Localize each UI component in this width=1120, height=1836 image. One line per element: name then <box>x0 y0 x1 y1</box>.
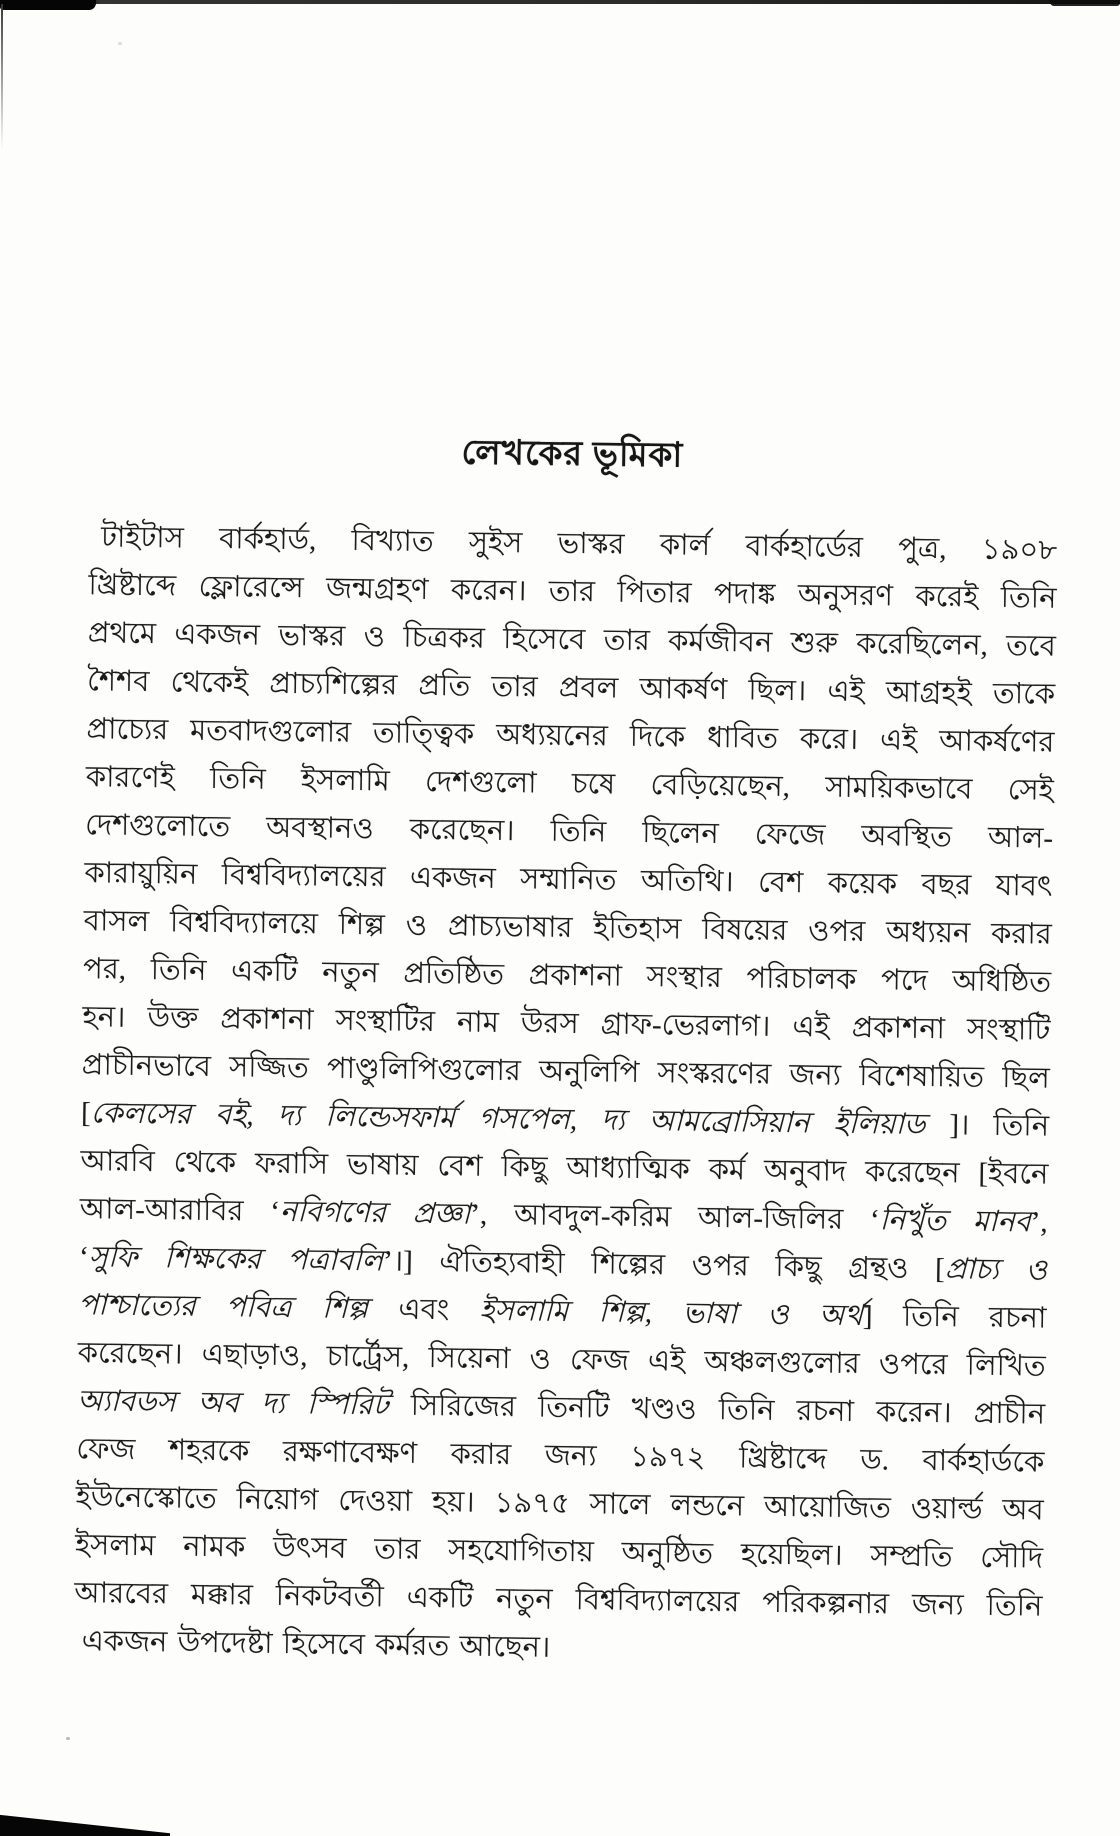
body-text-segment: শৈশব থেকেই প্রাচ্যশিল্পের প্রতি তার প্রবল আকর্ষণ ছিল। এই আগ্রহই তাকে <box>86 665 1056 711</box>
body-text-segment: কারায়ুয়িন বিশ্ববিদ্যালয়ের একজন সম্মানিত অতিথি। বেশ কয়েক বছর যাবৎ <box>84 857 1053 903</box>
body-text-segment: আল-আরাবির ‘ <box>79 1193 281 1228</box>
body-text-segment: ফেজ শহরকে রক্ষণাবেক্ষণ করার জন্য ১৯৭২ খ্রিষ্টাব্দে ড. বার্কহার্ডকে <box>76 1433 1045 1479</box>
book-title-text: অ্যাবডস অব দ্য স্পিরিট <box>76 1385 389 1422</box>
body-text-segment: পর, তিনি একটি নতুন প্রতিষ্ঠিত প্রকাশনা সংস্থার পরিচালক পদে অধিষ্ঠিত <box>82 953 1052 999</box>
book-title-text: নিখুঁত মানব <box>879 1204 1031 1239</box>
body-text-segment: কারণেই তিনি ইসলামি দেশগুলো চষে বেড়িয়েছেন, সাময়িকভাবে সেই <box>85 761 1054 807</box>
book-title-text: কেলসের বই, দ্য লিন্ডেসফার্ম গসপেল, দ্য আমব্রোসিয়ান ইলিয়াড <box>90 1097 926 1141</box>
body-text-segment: প্রাচ্যের মতবাদগুলোর তাত্ত্বিক অধ্যয়নের দিকে ধাবিত করে। এই আকর্ষণের <box>86 713 1055 759</box>
body-text-segment: করেছেন। এছাড়াও, চার্ট্রেস, সিয়েনা ও ফেজ এই অঞ্চলগুলোর ওপরে লিখিত <box>77 1337 1046 1383</box>
body-text-segment: ] তিনি রচনা <box>862 1300 1047 1335</box>
body-text-segment: এবং <box>367 1293 480 1327</box>
body-text-segment: আরবি থেকে ফরাসি ভাষায় বেশ কিছু আধ্যাত্মিক কর্ম অনুবাদ করেছেন [ইবনে <box>80 1145 1049 1191</box>
body-text-segment: প্রাচীনভাবে সজ্জিত পাণ্ডুলিপিগুলোর অনুলিপি সংস্করণের জন্য বিশেষায়িত ছিল <box>81 1049 1050 1095</box>
book-title-text: প্রাচ্য ও <box>944 1253 1048 1287</box>
book-title-text: নবিগণের প্রজ্ঞা <box>279 1195 471 1231</box>
body-text-segment: ইউনেস্কোতে নিয়োগ দেওয়া হয়। ১৯৭৫ সালে লন্ডনে আয়োজিত ওয়ার্ল্ড অব <box>75 1481 1044 1527</box>
body-text-segment: ]। তিনি <box>925 1108 1050 1143</box>
book-title-text: পাশ্চাত্যের পবিত্র শিল্প <box>78 1289 369 1326</box>
body-text-segment: [ <box>80 1097 92 1130</box>
body-text-segment: ’।] ঐতিহ্যবাহী শিল্পের ওপর কিছু গ্রন্থও [ <box>382 1245 946 1286</box>
body-text-segment: ‘ <box>78 1241 90 1274</box>
body-text-segment: ’, <box>1030 1206 1048 1239</box>
page-title: লেখকের ভূমিকা <box>461 434 684 475</box>
body-text-segment: সিরিজের তিনটি খণ্ডও তিনি রচনা করেন। প্রাচীন <box>388 1389 1046 1431</box>
body-text-segment: একজন উপদেষ্টা হিসেবে কর্মরত আছেন। <box>81 1625 551 1664</box>
scan-top-right-artifact <box>1050 0 1120 6</box>
book-title-text: ইসলামি শিল্প, ভাষা ও অর্থ <box>479 1294 864 1333</box>
body-text-segment: ইসলাম নামক উৎসব তার সহযোগিতায় অনুষ্ঠিত হয়েছিল। সম্প্রতি সৌদি <box>74 1529 1044 1575</box>
scan-left-edge-artifact <box>1 4 3 149</box>
book-title-text: সুফি শিক্ষকের পত্রাবলি <box>88 1241 384 1278</box>
body-text-segment: বাসল বিশ্ববিদ্যালয়ে শিল্প ও প্রাচ্যভাষার ইতিহাস বিষয়ের ওপর অধ্যয়ন করার <box>83 905 1052 951</box>
body-text-segment: ’, আবদুল-করিম আল-জিলির ‘ <box>470 1198 880 1237</box>
body-text <box>73 513 1057 1678</box>
body-text-segment: প্রথমে একজন ভাস্কর ও চিত্রকর হিসেবে তার কর্মজীবন শুরু করেছিলেন, তবে <box>87 617 1056 663</box>
body-text-segment: খ্রিষ্টাব্দে ফ্লোরেন্সে জন্মগ্রহণ করেন। তার পিতার পদাঙ্ক অনুসরণ করেই তিনি <box>88 569 1057 615</box>
body-text-segment: টাইটাস বার্কহার্ড, বিখ্যাত সুইস ভাস্কর কার্ল বার্কহার্ডের পুত্র, ১৯০৮ <box>100 521 1058 567</box>
body-text-segment: আরবের মক্কার নিকটবর্তী একটি নতুন বিশ্ববিদ্যালয়ের পরিকল্পনার জন্য তিনি <box>74 1577 1043 1623</box>
body-text-segment: হন। উক্ত প্রকাশনা সংস্থাটির নাম উরস গ্রাফ-ভেরলাগ। এই প্রকাশনা সংস্থাটি <box>82 1001 1051 1047</box>
body-text-segment: দেশগুলোতে অবস্থানও করেছেন। তিনি ছিলেন ফেজে অবস্থিত আল- <box>84 809 1054 855</box>
